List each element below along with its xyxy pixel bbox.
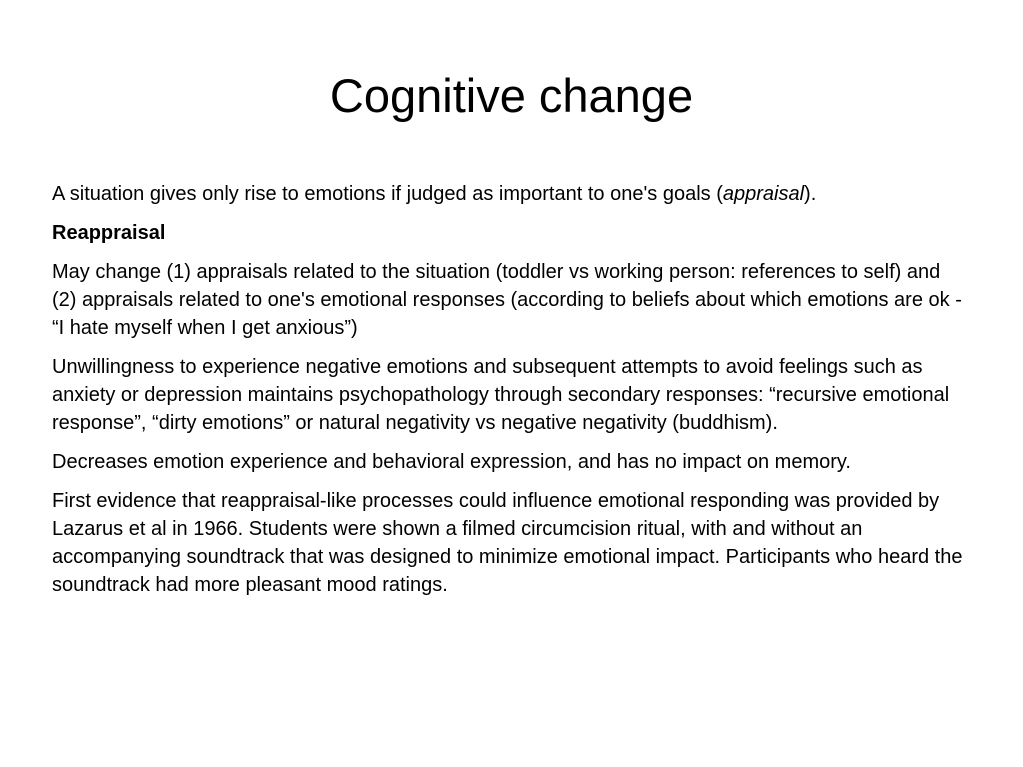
paragraph-unwillingness: Unwillingness to experience negative emotions and subsequent attempts to avoid feelings such as anxiety or depression maintains psychopathology through secondary responses: “recursive emotional response”, “dirty emotions” or natural negativity vs negative negativity (buddhism). bbox=[52, 356, 950, 434]
paragraph-appraisal-text: A situation gives only rise to emotions if judged as important to one's goals ( bbox=[52, 183, 723, 205]
paragraph-may-change: May change (1) appraisals related to the situation (toddler vs working person: references to self) and (2) appraisals related to one's emotional responses (according to beliefs about which emotions are ok - “I hate myself when I get anxious”) bbox=[52, 261, 962, 339]
paragraph-appraisal bbox=[52, 180, 970, 208]
paragraph-appraisal-end: ). bbox=[804, 183, 817, 205]
reappraisal-heading: Reappraisal bbox=[52, 222, 166, 244]
appraisal-term: appraisal bbox=[722, 183, 805, 205]
slide-title: Cognitive change bbox=[329, 69, 694, 122]
paragraph-decreases: Decreases emotion experience and behavioral expression, and has no impact on memory. bbox=[52, 451, 851, 473]
paragraph-first-evidence: First evidence that reappraisal-like processes could influence emotional responding was provided by Lazarus et al in 1966. Students were shown a filmed circumcision ritual, with and without an accompanying soundtrack that was designed to minimize emotional impact. Participants who heard the soundtrack had more pleasant mood ratings. bbox=[52, 490, 963, 596]
slide-body bbox=[52, 180, 970, 610]
